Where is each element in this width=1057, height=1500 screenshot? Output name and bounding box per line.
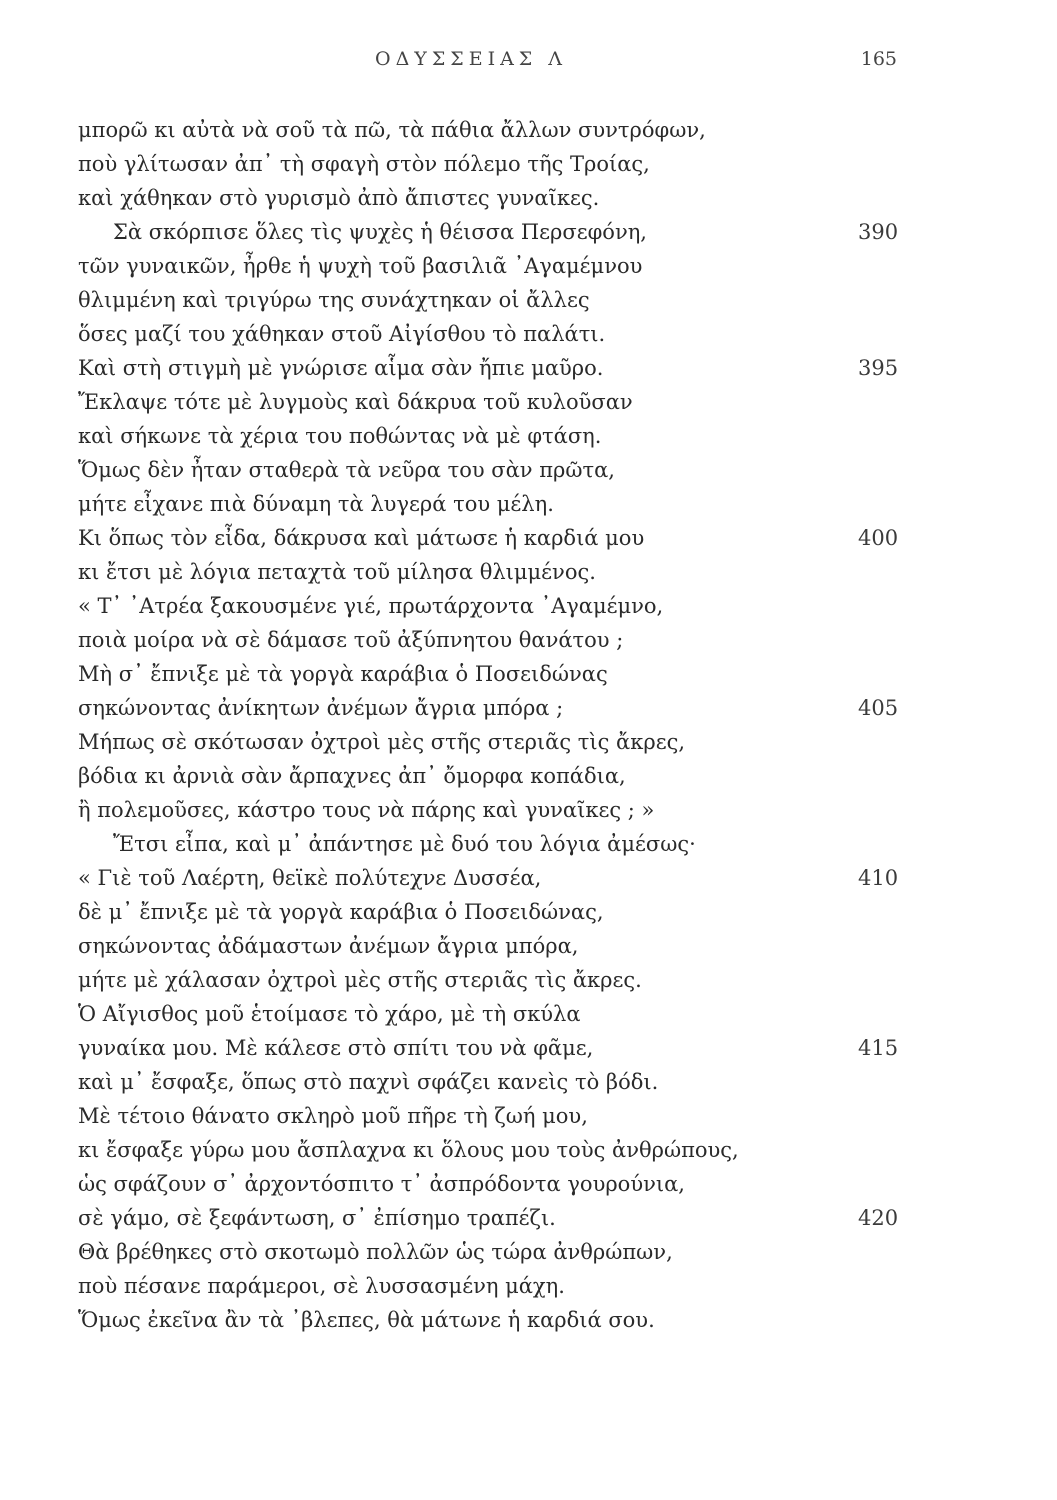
line-number: 405 bbox=[858, 696, 899, 720]
verse-text: Μήπως σὲ σκότωσαν ὀχτροὶ μὲς στῆς στεριᾶς τὶς ἄκρες, bbox=[78, 730, 686, 754]
verse-line bbox=[0, 1235, 1057, 1269]
verse-line bbox=[0, 1167, 1057, 1201]
verse-line bbox=[0, 487, 1057, 521]
verse-line bbox=[0, 283, 1057, 317]
verse-text: σηκώνοντας ἀδάμαστων ἀνέμων ἄγρια μπόρα, bbox=[78, 934, 579, 958]
verse-line bbox=[0, 1031, 1057, 1065]
verse-line bbox=[0, 555, 1057, 589]
verse-text: Ὅμως δὲν ἦταν σταθερὰ τὰ νεῦρα του σὰν πρῶτα, bbox=[78, 458, 615, 482]
verse-line bbox=[0, 963, 1057, 997]
verse-line bbox=[0, 929, 1057, 963]
verse-line bbox=[0, 113, 1057, 147]
verse-line bbox=[0, 1303, 1057, 1337]
verse-line bbox=[0, 759, 1057, 793]
verse-text: ποιὰ μοίρα νὰ σὲ δάμασε τοῦ ἀξύπνητου θανάτου ; bbox=[78, 628, 624, 652]
verse-block bbox=[0, 113, 1057, 1337]
verse-text: καὶ μ᾽ ἔσφαξε, ὅπως στὸ παχνὶ σφάζει κανεὶς τὸ βόδι. bbox=[78, 1070, 659, 1094]
running-head bbox=[0, 48, 1057, 78]
verse-line bbox=[0, 1099, 1057, 1133]
verse-text: Κι ὅπως τὸν εἶδα, δάκρυσα καὶ μάτωσε ἡ καρδιά μου bbox=[78, 526, 645, 550]
verse-line bbox=[0, 1269, 1057, 1303]
line-number: 400 bbox=[858, 526, 899, 550]
verse-text: ὡς σφάζουν σ᾽ ἀρχοντόσπιτο τ᾽ ἀσπρόδοντα γουρούνια, bbox=[78, 1172, 685, 1196]
verse-line bbox=[0, 623, 1057, 657]
verse-text: Ὅμως ἐκεῖνα ἂν τὰ ᾿βλεπες, θὰ μάτωνε ἡ καρδιά σου. bbox=[78, 1308, 655, 1332]
line-number: 410 bbox=[858, 866, 899, 890]
verse-text: Ἔτσι εἶπα, καὶ μ᾽ ἀπάντησε μὲ δυό του λόγια ἀμέσως· bbox=[113, 832, 696, 856]
verse-line bbox=[0, 1065, 1057, 1099]
verse-line bbox=[0, 1133, 1057, 1167]
verse-line bbox=[0, 317, 1057, 351]
verse-line bbox=[0, 589, 1057, 623]
running-title: ΟΔΥΣΣΕΙΑΣ Λ bbox=[375, 48, 567, 70]
verse-line bbox=[0, 827, 1057, 861]
verse-line bbox=[0, 385, 1057, 419]
verse-text: Ὁ Αἴγισθος μοῦ ἑτοίμασε τὸ χάρο, μὲ τὴ σκύλα bbox=[78, 1002, 581, 1026]
verse-text: σὲ γάμο, σὲ ξεφάντωση, σ᾽ ἐπίσημο τραπέζι. bbox=[78, 1206, 556, 1230]
line-number: 395 bbox=[858, 356, 899, 380]
verse-line bbox=[0, 181, 1057, 215]
line-number: 420 bbox=[858, 1206, 899, 1230]
verse-line bbox=[0, 725, 1057, 759]
verse-text: Καὶ στὴ στιγμὴ μὲ γνώρισε αἷμα σὰν ἤπιε μαῦρο. bbox=[78, 356, 604, 380]
verse-text: Μὴ σ᾽ ἔπνιξε μὲ τὰ γοργὰ καράβια ὁ Ποσειδώνας bbox=[78, 662, 608, 686]
verse-text: καὶ χάθηκαν στὸ γυρισμὸ ἀπὸ ἄπιστες γυναῖκες. bbox=[78, 186, 600, 210]
verse-text: δὲ μ᾽ ἔπνιξε μὲ τὰ γοργὰ καράβια ὁ Ποσειδώνας, bbox=[78, 900, 604, 924]
verse-text: μήτε εἶχανε πιὰ δύναμη τὰ λυγερά του μέλη. bbox=[78, 492, 554, 516]
verse-line bbox=[0, 249, 1057, 283]
verse-line bbox=[0, 657, 1057, 691]
verse-text: Μὲ τέτοιο θάνατο σκληρὸ μοῦ πῆρε τὴ ζωή μου, bbox=[78, 1104, 588, 1128]
verse-text: τῶν γυναικῶν, ἦρθε ἡ ψυχὴ τοῦ βασιλιᾶ ᾿Αγαμέμνου bbox=[78, 254, 643, 278]
verse-text: ποὺ πέσανε παράμεροι, σὲ λυσσασμένη μάχη. bbox=[78, 1274, 565, 1298]
verse-text: γυναίκα μου. Μὲ κάλεσε στὸ σπίτι του νὰ φᾶμε, bbox=[78, 1036, 594, 1060]
verse-line bbox=[0, 691, 1057, 725]
verse-line bbox=[0, 521, 1057, 555]
verse-text: θλιμμένη καὶ τριγύρω της συνάχτηκαν οἱ ἄλλες bbox=[78, 288, 590, 312]
verse-text: κι ἔτσι μὲ λόγια πεταχτὰ τοῦ μίλησα θλιμμένος. bbox=[78, 560, 596, 584]
verse-line bbox=[0, 419, 1057, 453]
verse-text: καὶ σήκωνε τὰ χέρια του ποθώντας νὰ μὲ φτάση. bbox=[78, 424, 602, 448]
line-number: 415 bbox=[858, 1036, 899, 1060]
verse-text: ὅσες μαζί του χάθηκαν στοῦ Αἰγίσθου τὸ παλάτι. bbox=[78, 322, 606, 346]
verse-line bbox=[0, 351, 1057, 385]
verse-line bbox=[0, 147, 1057, 181]
verse-text: Ἔκλαψε τότε μὲ λυγμοὺς καὶ δάκρυα τοῦ κυλοῦσαν bbox=[78, 390, 633, 414]
verse-text: μήτε μὲ χάλασαν ὀχτροὶ μὲς στῆς στεριᾶς τὶς ἄκρες. bbox=[78, 968, 642, 992]
verse-text: ἢ πολεμοῦσες, κάστρο τους νὰ πάρης καὶ γυναῖκες ; » bbox=[78, 798, 655, 822]
verse-line bbox=[0, 861, 1057, 895]
verse-line bbox=[0, 895, 1057, 929]
verse-text: κι ἔσφαξε γύρω μου ἄσπλαχνα κι ὅλους μου τοὺς ἀνθρώπους, bbox=[78, 1138, 739, 1162]
verse-line bbox=[0, 793, 1057, 827]
verse-line bbox=[0, 453, 1057, 487]
verse-text: Σὰ σκόρπισε ὅλες τὶς ψυχὲς ἡ θέισσα Περσεφόνη, bbox=[113, 220, 647, 244]
verse-text: ποὺ γλίτωσαν ἀπ᾽ τὴ σφαγὴ στὸν πόλεμο τῆς Τροίας, bbox=[78, 152, 650, 176]
verse-line bbox=[0, 997, 1057, 1031]
verse-text: βόδια κι ἀρνιὰ σὰν ἄρπαχνες ἀπ᾽ ὄμορφα κοπάδια, bbox=[78, 764, 626, 788]
verse-text: μπορῶ κι αὐτὰ νὰ σοῦ τὰ πῶ, τὰ πάθια ἄλλων συντρόφων, bbox=[78, 118, 706, 142]
verse-line bbox=[0, 215, 1057, 249]
verse-text: σηκώνοντας ἀνίκητων ἀνέμων ἄγρια μπόρα ; bbox=[78, 696, 564, 720]
page-number: 165 bbox=[860, 48, 897, 70]
verse-text: « Γιὲ τοῦ Λαέρτη, θεϊκὲ πολύτεχνε Δυσσέα, bbox=[78, 866, 542, 890]
line-number: 390 bbox=[858, 220, 899, 244]
verse-line bbox=[0, 1201, 1057, 1235]
verse-text: « Τ᾽ ᾿Ατρέα ξακουσμένε γιέ, πρωτάρχοντα ᾿Αγαμέμνο, bbox=[78, 594, 664, 618]
verse-text: Θὰ βρέθηκες στὸ σκοτωμὸ πολλῶν ὡς τώρα ἀνθρώπων, bbox=[78, 1240, 673, 1264]
